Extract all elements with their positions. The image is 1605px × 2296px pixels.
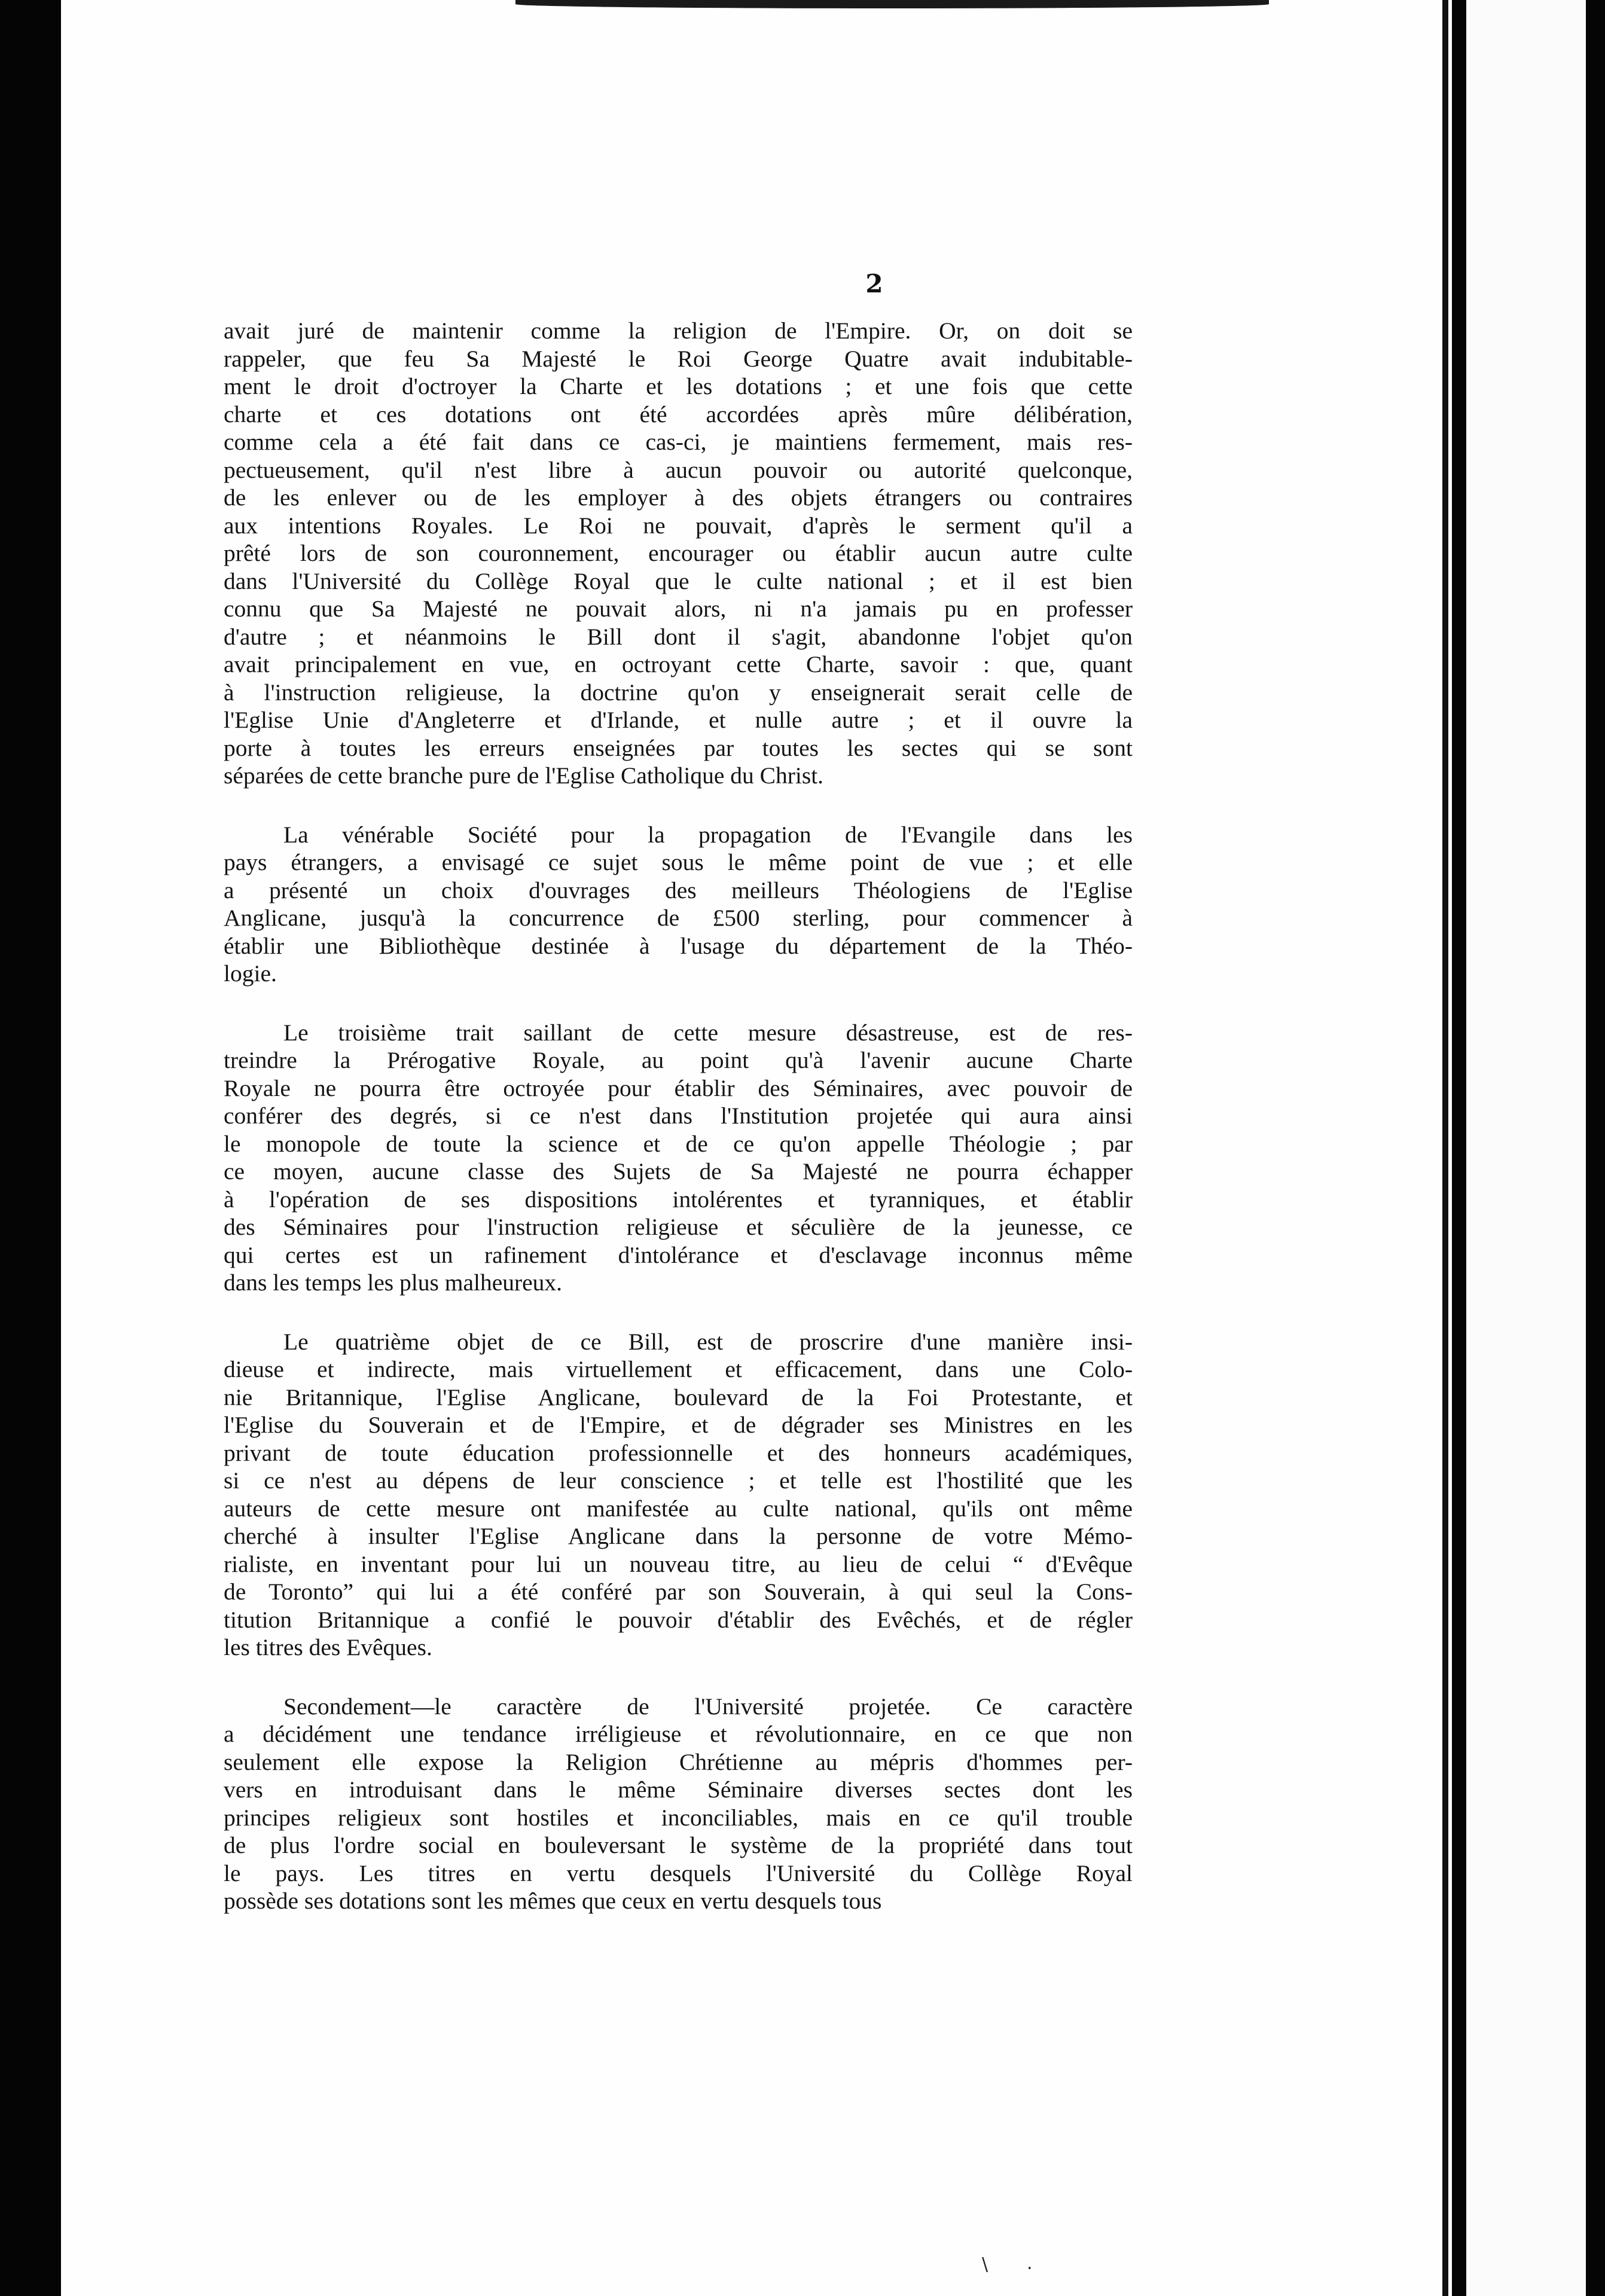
text-line: dans l'Université du Collège Royal que le culte national ; et il est bien <box>224 567 1133 594</box>
scan-border-right <box>1452 0 1605 2296</box>
text-line: pays étrangers, a envisagé ce sujet sous le même point de vue ; et elle <box>224 849 1133 875</box>
text-line: Anglicane, jusqu'à la concurrence de £500 sterling, pour commencer à <box>224 905 1133 931</box>
stray-mark: \ <box>982 2254 988 2275</box>
paragraph <box>224 821 1133 988</box>
text-line: a présenté un choix d'ouvrages des meilleurs Théologiens de l'Eglise <box>224 877 1133 903</box>
text-line: dans les temps les plus malheureux. <box>224 1269 563 1296</box>
text-line: charte et ces dotations ont été accordées après mûre délibération, <box>224 401 1133 428</box>
text-line: aux intentions Royales. Le Roi ne pouvait, d'après le serment qu'il a <box>224 512 1133 539</box>
text-line: nie Britannique, l'Eglise Anglicane, boulevard de la Foi Protestante, et <box>224 1384 1133 1410</box>
text-line: Royale ne pourra être octroyée pour établir des Séminaires, avec pouvoir de <box>224 1074 1133 1101</box>
paragraph <box>224 1019 1133 1297</box>
text-line: rappeler, que feu Sa Majesté le Roi George Quatre avait indubitable- <box>224 345 1133 372</box>
text-line: connu que Sa Majesté ne pouvait alors, ni n'a jamais pu en professer <box>224 596 1133 622</box>
text-line: rialiste, en inventant pour lui un nouveau titre, au lieu de celui “ d'Evêque <box>224 1550 1133 1577</box>
page-fold-line <box>1442 0 1448 2296</box>
text-line: ce moyen, aucune classe des Sujets de Sa Majesté ne pourra échapper <box>224 1158 1133 1184</box>
body-text <box>224 317 1133 1946</box>
text-line: treindre la Prérogative Royale, au point qu'à l'avenir aucune Charte <box>224 1047 1133 1073</box>
text-line: de les enlever ou de les employer à des objets étrangers ou contraires <box>224 484 1133 511</box>
text-line: de Toronto” qui lui a été conféré par son Souverain, à qui seul la Cons- <box>224 1578 1133 1605</box>
text-line: a décidément une tendance irréligieuse et révolutionnaire, en ce que non <box>224 1721 1133 1747</box>
text-line: à l'instruction religieuse, la doctrine qu'on y enseignerait serait celle de <box>224 679 1133 706</box>
page-body <box>61 0 1442 2296</box>
text-line: prêté lors de son couronnement, encourager ou établir aucun autre culte <box>224 540 1133 566</box>
text-line: possède ses dotations sont les mêmes que ceux en vertu desquels tous <box>224 1888 882 1914</box>
text-line: titution Britannique a confié le pouvoir d'établir des Evêchés, et de régler <box>224 1606 1133 1633</box>
text-line: cherché à insulter l'Eglise Anglicane dans la personne de votre Mémo- <box>224 1523 1133 1549</box>
text-line: ment le droit d'octroyer la Charte et les dotations ; et une fois que cette <box>224 373 1133 399</box>
text-line: les titres des Evêques. <box>224 1634 432 1660</box>
page-number: 2 <box>865 269 883 298</box>
text-line: dieuse et indirecte, mais virtuellement et efficacement, dans une Colo- <box>224 1356 1133 1382</box>
text-line: qui certes est un rafinement d'intolérance et d'esclavage inconnus même <box>224 1241 1133 1268</box>
text-line: des Séminaires pour l'instruction religieuse et séculière de la jeunesse, ce <box>224 1214 1133 1240</box>
top-edge-smudge <box>515 0 1269 8</box>
text-line: si ce n'est au dépens de leur conscience ; et telle est l'hostilité que les <box>224 1467 1133 1494</box>
text-line: seulement elle expose la Religion Chrétienne au mépris d'hommes per- <box>224 1748 1133 1775</box>
text-line: avait juré de maintenir comme la religion de l'Empire. Or, on doit se <box>224 317 1133 344</box>
text-line: Secondement—le caractère de l'Université projetée. Ce caractère <box>283 1693 1133 1720</box>
text-line: porte à toutes les erreurs enseignées par toutes les sectes qui se sont <box>224 734 1133 761</box>
text-line: logie. <box>224 960 277 987</box>
scan-border-left <box>0 0 61 2296</box>
text-line: vers en introduisant dans le même Séminaire diverses sectes dont les <box>224 1776 1133 1803</box>
text-line: conférer des degrés, si ce n'est dans l'Institution projetée qui aura ainsi <box>224 1103 1133 1129</box>
facing-page-edge <box>1466 0 1586 2296</box>
text-line: Le quatrième objet de ce Bill, est de proscrire d'une manière insi- <box>283 1328 1133 1355</box>
text-line: l'Eglise du Souverain et de l'Empire, et de dégrader ses Ministres en les <box>224 1412 1133 1438</box>
text-line: séparées de cette branche pure de l'Eglise Catholique du Christ. <box>224 762 824 789</box>
text-line: l'Eglise Unie d'Angleterre et d'Irlande, et nulle autre ; et il ouvre la <box>224 707 1133 733</box>
paragraph <box>224 1693 1133 1915</box>
text-line: de plus l'ordre social en bouleversant le système de la propriété dans tout <box>224 1832 1133 1858</box>
text-line: à l'opération de ses dispositions intolérentes et tyranniques, et établir <box>224 1186 1133 1213</box>
text-line: le monopole de toute la science et de ce qu'on appelle Théologie ; par <box>224 1130 1133 1157</box>
text-line: pectueusement, qu'il n'est libre à aucun pouvoir ou autorité quelconque, <box>224 456 1133 483</box>
paragraph <box>224 317 1133 790</box>
text-line: établir une Bibliothèque destinée à l'usage du département de la Théo- <box>224 932 1133 959</box>
text-line: privant de toute éducation professionnelle et des honneurs académiques, <box>224 1439 1133 1466</box>
stray-mark: . <box>1027 2253 1033 2274</box>
text-line: La vénérable Société pour la propagation de l'Evangile dans les <box>283 821 1133 848</box>
text-line: Le troisième trait saillant de cette mesure désastreuse, est de res- <box>283 1019 1133 1046</box>
text-line: avait principalement en vue, en octroyant cette Charte, savoir : que, quant <box>224 651 1133 677</box>
text-line: auteurs de cette mesure ont manifestée au culte national, qu'ils ont même <box>224 1495 1133 1522</box>
paragraph <box>224 1328 1133 1662</box>
text-line: comme cela a été fait dans ce cas-ci, je maintiens fermement, mais res- <box>224 429 1133 455</box>
text-line: d'autre ; et néanmoins le Bill dont il s'agit, abandonne l'objet qu'on <box>224 623 1133 650</box>
text-line: le pays. Les titres en vertu desquels l'Université du Collège Royal <box>224 1860 1133 1886</box>
text-line: principes religieux sont hostiles et inconciliables, mais en ce qu'il trouble <box>224 1804 1133 1831</box>
